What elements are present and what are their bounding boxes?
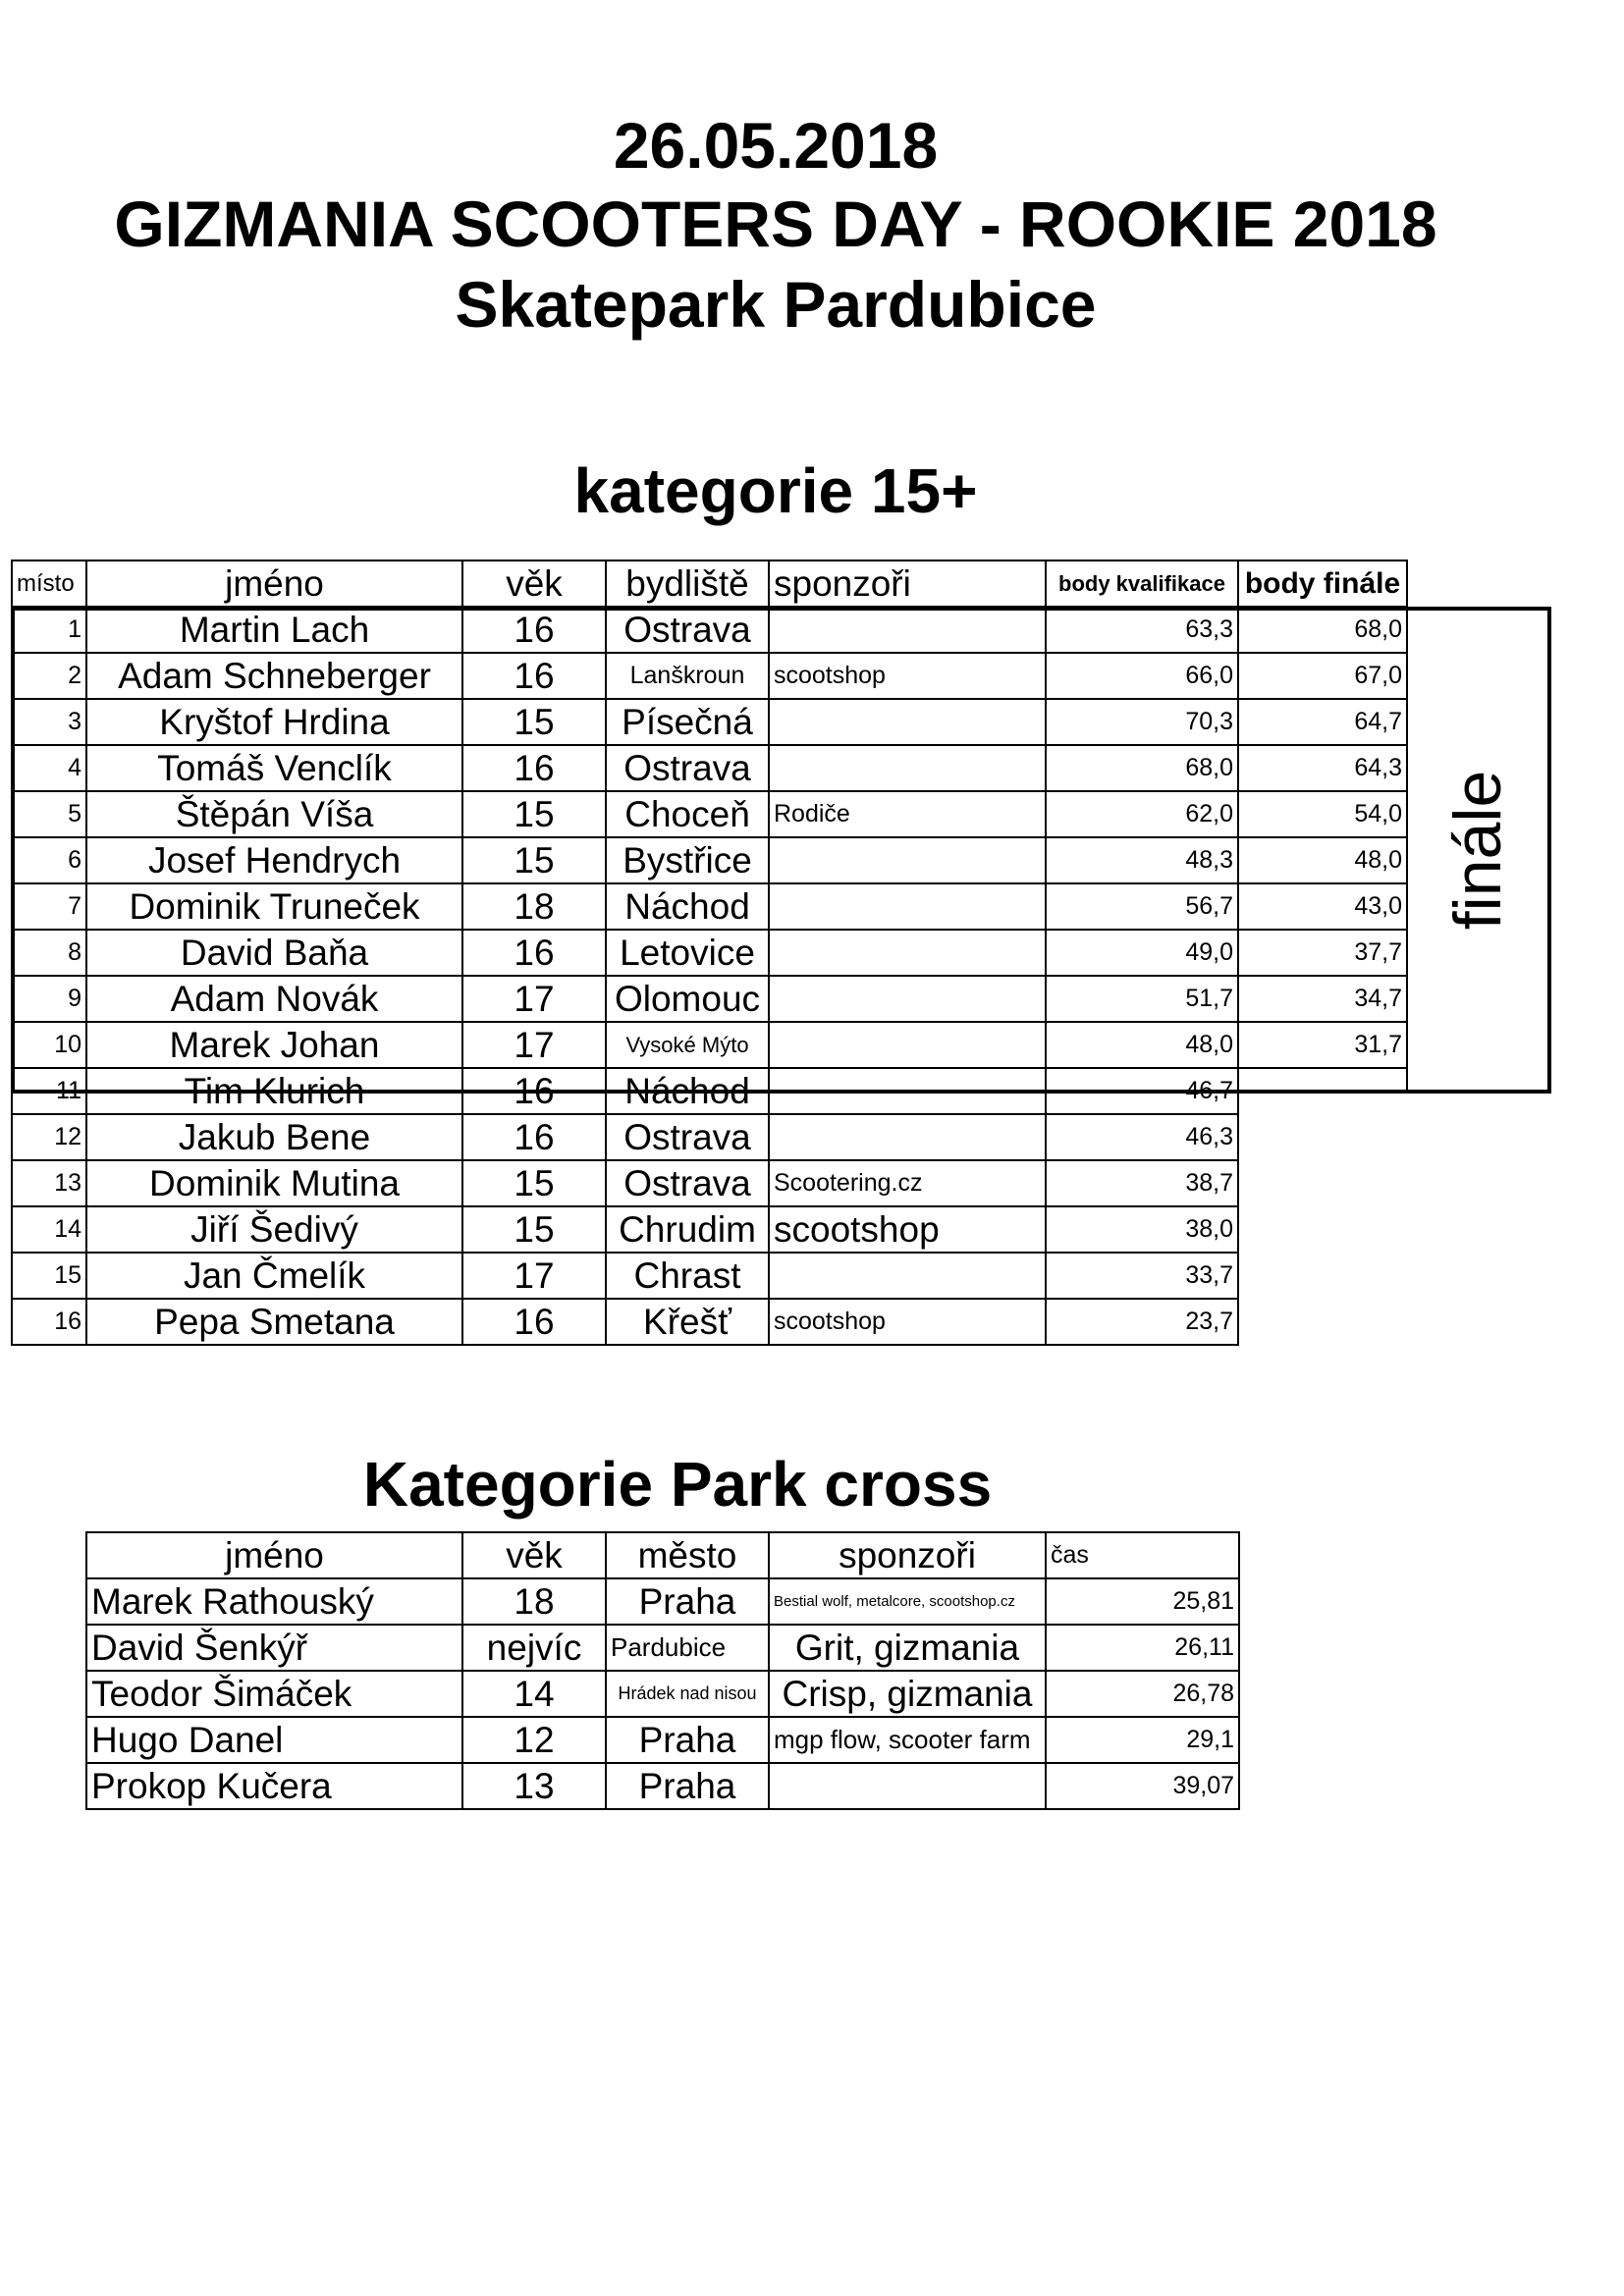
cell-age: 18: [462, 883, 606, 930]
col-header-name: jméno: [86, 561, 462, 607]
cell-age: 15: [462, 791, 606, 837]
cell-qualification: 46,7: [1046, 1068, 1238, 1114]
cell-place: 16: [12, 1299, 86, 1345]
cell-city: Lanškroun: [606, 653, 769, 699]
cell-sponsor: Scootering.cz: [769, 1160, 1046, 1206]
cell-city: Praha: [606, 1717, 769, 1763]
col-header-city: bydliště: [606, 561, 769, 607]
cell-sponsor: [769, 699, 1046, 745]
table-row: [12, 699, 1407, 745]
cell-city: Křešť: [606, 1299, 769, 1345]
cell-sponsor: [769, 930, 1046, 976]
cell-city: Praha: [606, 1578, 769, 1625]
results-body-parkcross: [86, 1578, 1239, 1809]
cell-city: Písečná: [606, 699, 769, 745]
cell-age: 13: [462, 1763, 606, 1809]
cell-age: 14: [462, 1671, 606, 1717]
table-row: [12, 1160, 1407, 1206]
table-row: [12, 976, 1407, 1022]
cell-place: 14: [12, 1206, 86, 1253]
cell-name: Marek Johan: [86, 1022, 462, 1068]
cell-final: 64,7: [1238, 699, 1407, 745]
cell-sponsor: [769, 1022, 1046, 1068]
cell-age: 15: [462, 1206, 606, 1253]
table-row: [86, 1763, 1239, 1809]
cell-name: Martin Lach: [86, 607, 462, 653]
cell-qualification: 63,3: [1046, 607, 1238, 653]
cell-city: Ostrava: [606, 1160, 769, 1206]
table-row: [12, 883, 1407, 930]
cell-city: Choceň: [606, 791, 769, 837]
cell-place: 15: [12, 1253, 86, 1299]
table-header-row: [86, 1532, 1239, 1578]
cell-name: David Šenkýř: [86, 1625, 462, 1671]
cell-final: [1238, 1253, 1407, 1299]
cell-city: Hrádek nad nisou: [606, 1671, 769, 1717]
cell-sponsor: [769, 607, 1046, 653]
cell-name: Štěpán Víša: [86, 791, 462, 837]
cell-qualification: 48,3: [1046, 837, 1238, 883]
cell-name: Dominik Truneček: [86, 883, 462, 930]
cell-place: 11: [12, 1068, 86, 1114]
table-row: [12, 1022, 1407, 1068]
cell-qualification: 38,0: [1046, 1206, 1238, 1253]
cell-city: Chrudim: [606, 1206, 769, 1253]
cell-final: 34,7: [1238, 976, 1407, 1022]
cell-city: Olomouc: [606, 976, 769, 1022]
cell-sponsor: [769, 1068, 1046, 1114]
category-15-heading: kategorie 15+: [573, 455, 978, 526]
col-header-sponsors: sponzoři: [769, 561, 1046, 607]
cell-qualification: 62,0: [1046, 791, 1238, 837]
cell-name: Jiří Šedivý: [86, 1206, 462, 1253]
cell-age: 16: [462, 1068, 606, 1114]
cell-age: 15: [462, 1160, 606, 1206]
cell-sponsor: [769, 883, 1046, 930]
cell-age: 16: [462, 653, 606, 699]
results-body-15plus: [12, 607, 1407, 1345]
cell-age: nejvíc: [462, 1625, 606, 1671]
cell-sponsor: [769, 976, 1046, 1022]
cell-final: 31,7: [1238, 1022, 1407, 1068]
cell-name: Dominik Mutina: [86, 1160, 462, 1206]
cell-final: [1238, 1299, 1407, 1345]
cell-city: Ostrava: [606, 1114, 769, 1160]
event-date: 26.05.2018: [613, 109, 939, 182]
cell-sponsor: [769, 745, 1046, 791]
table-row: [12, 1253, 1407, 1299]
col-header-sponsors: sponzoři: [769, 1532, 1046, 1578]
cell-final: [1238, 1114, 1407, 1160]
table-row: [12, 930, 1407, 976]
cell-final: [1238, 1206, 1407, 1253]
table-row: [86, 1625, 1239, 1671]
cell-time: 26,11: [1046, 1625, 1239, 1671]
col-header-age: věk: [462, 561, 606, 607]
cell-age: 16: [462, 745, 606, 791]
cell-age: 16: [462, 1114, 606, 1160]
cell-name: Josef Hendrych: [86, 837, 462, 883]
cell-qualification: 46,3: [1046, 1114, 1238, 1160]
cell-name: Adam Novák: [86, 976, 462, 1022]
col-header-name: jméno: [86, 1532, 462, 1578]
cell-name: Marek Rathouský: [86, 1578, 462, 1625]
cell-sponsor: scootshop: [769, 653, 1046, 699]
event-title: GIZMANIA SCOOTERS DAY - ROOKIE 2018: [114, 187, 1437, 260]
cell-city: Náchod: [606, 883, 769, 930]
cell-final: 43,0: [1238, 883, 1407, 930]
cell-sponsor: scootshop: [769, 1206, 1046, 1253]
cell-sponsor: [769, 837, 1046, 883]
cell-age: 12: [462, 1717, 606, 1763]
cell-sponsor: Crisp, gizmania: [769, 1671, 1046, 1717]
cell-city: Ostrava: [606, 607, 769, 653]
table-row: [12, 1299, 1407, 1345]
cell-place: 6: [12, 837, 86, 883]
cell-place: 2: [12, 653, 86, 699]
table-row: [12, 607, 1407, 653]
cell-final: 48,0: [1238, 837, 1407, 883]
cell-sponsor: [769, 1114, 1046, 1160]
cell-sponsor: Bestial wolf, metalcore, scootshop.cz: [769, 1578, 1046, 1625]
category-parkcross-heading: Kategorie Park cross: [362, 1449, 993, 1520]
cell-place: 9: [12, 976, 86, 1022]
cell-sponsor: [769, 1763, 1046, 1809]
cell-place: 3: [12, 699, 86, 745]
cell-final: 64,3: [1238, 745, 1407, 791]
cell-final: 54,0: [1238, 791, 1407, 837]
cell-final: [1238, 1160, 1407, 1206]
cell-name: Pepa Smetana: [86, 1299, 462, 1345]
table-row: [86, 1578, 1239, 1625]
cell-qualification: 51,7: [1046, 976, 1238, 1022]
col-header-qualification: body kvalifikace: [1046, 561, 1238, 607]
cell-qualification: 66,0: [1046, 653, 1238, 699]
cell-age: 18: [462, 1578, 606, 1625]
cell-age: 17: [462, 976, 606, 1022]
cell-qualification: 23,7: [1046, 1299, 1238, 1345]
cell-age: 16: [462, 930, 606, 976]
cell-name: Prokop Kučera: [86, 1763, 462, 1809]
cell-time: 29,1: [1046, 1717, 1239, 1763]
table-row: [12, 653, 1407, 699]
cell-qualification: 38,7: [1046, 1160, 1238, 1206]
cell-age: 17: [462, 1022, 606, 1068]
cell-qualification: 56,7: [1046, 883, 1238, 930]
cell-city: Bystřice: [606, 837, 769, 883]
cell-sponsor: Grit, gizmania: [769, 1625, 1046, 1671]
cell-name: Teodor Šimáček: [86, 1671, 462, 1717]
cell-name: Kryštof Hrdina: [86, 699, 462, 745]
cell-qualification: 68,0: [1046, 745, 1238, 791]
cell-qualification: 70,3: [1046, 699, 1238, 745]
cell-city: Pardubice: [606, 1625, 769, 1671]
cell-city: Ostrava: [606, 745, 769, 791]
cell-time: 39,07: [1046, 1763, 1239, 1809]
cell-age: 15: [462, 837, 606, 883]
cell-time: 25,81: [1046, 1578, 1239, 1625]
cell-place: 4: [12, 745, 86, 791]
cell-age: 15: [462, 699, 606, 745]
table-row: [86, 1671, 1239, 1717]
cell-place: 8: [12, 930, 86, 976]
cell-final: [1238, 1068, 1407, 1114]
cell-name: Jakub Bene: [86, 1114, 462, 1160]
cell-sponsor: [769, 1253, 1046, 1299]
table-row: [12, 745, 1407, 791]
cell-age: 17: [462, 1253, 606, 1299]
results-table-15plus: [11, 560, 1408, 1346]
cell-name: Jan Čmelík: [86, 1253, 462, 1299]
cell-place: 5: [12, 791, 86, 837]
table-header-row: [12, 561, 1407, 607]
cell-city: Vysoké Mýto: [606, 1022, 769, 1068]
table-row: [12, 837, 1407, 883]
cell-city: Náchod: [606, 1068, 769, 1114]
cell-sponsor: Rodiče: [769, 791, 1046, 837]
cell-city: Letovice: [606, 930, 769, 976]
cell-place: 7: [12, 883, 86, 930]
cell-qualification: 33,7: [1046, 1253, 1238, 1299]
cell-name: Tomáš Venclík: [86, 745, 462, 791]
col-header-time: čas: [1046, 1532, 1239, 1578]
cell-sponsor: mgp flow, scooter farm: [769, 1717, 1046, 1763]
cell-name: Adam Schneberger: [86, 653, 462, 699]
event-venue: Skatepark Pardubice: [455, 268, 1097, 341]
cell-city: Chrast: [606, 1253, 769, 1299]
cell-qualification: 49,0: [1046, 930, 1238, 976]
cell-final: 37,7: [1238, 930, 1407, 976]
cell-name: Hugo Danel: [86, 1717, 462, 1763]
cell-name: Tim Klurich: [86, 1068, 462, 1114]
col-header-place: místo: [12, 561, 86, 607]
results-table-parkcross: [85, 1531, 1240, 1810]
cell-age: 16: [462, 1299, 606, 1345]
cell-age: 16: [462, 607, 606, 653]
cell-name: David Baňa: [86, 930, 462, 976]
cell-sponsor: scootshop: [769, 1299, 1046, 1345]
finale-box: [1406, 607, 1551, 1094]
cell-place: 13: [12, 1160, 86, 1206]
cell-place: 10: [12, 1022, 86, 1068]
cell-final: 68,0: [1238, 607, 1407, 653]
cell-qualification: 48,0: [1046, 1022, 1238, 1068]
finale-label: finále: [1440, 770, 1515, 931]
table-row: [86, 1717, 1239, 1763]
cell-place: 12: [12, 1114, 86, 1160]
col-header-final: body finále: [1238, 561, 1407, 607]
table-row: [12, 1068, 1407, 1114]
col-header-city: město: [606, 1532, 769, 1578]
cell-final: 67,0: [1238, 653, 1407, 699]
table-row: [12, 1206, 1407, 1253]
cell-time: 26,78: [1046, 1671, 1239, 1717]
table-row: [12, 791, 1407, 837]
cell-place: 1: [12, 607, 86, 653]
table-row: [12, 1114, 1407, 1160]
col-header-age: věk: [462, 1532, 606, 1578]
cell-city: Praha: [606, 1763, 769, 1809]
